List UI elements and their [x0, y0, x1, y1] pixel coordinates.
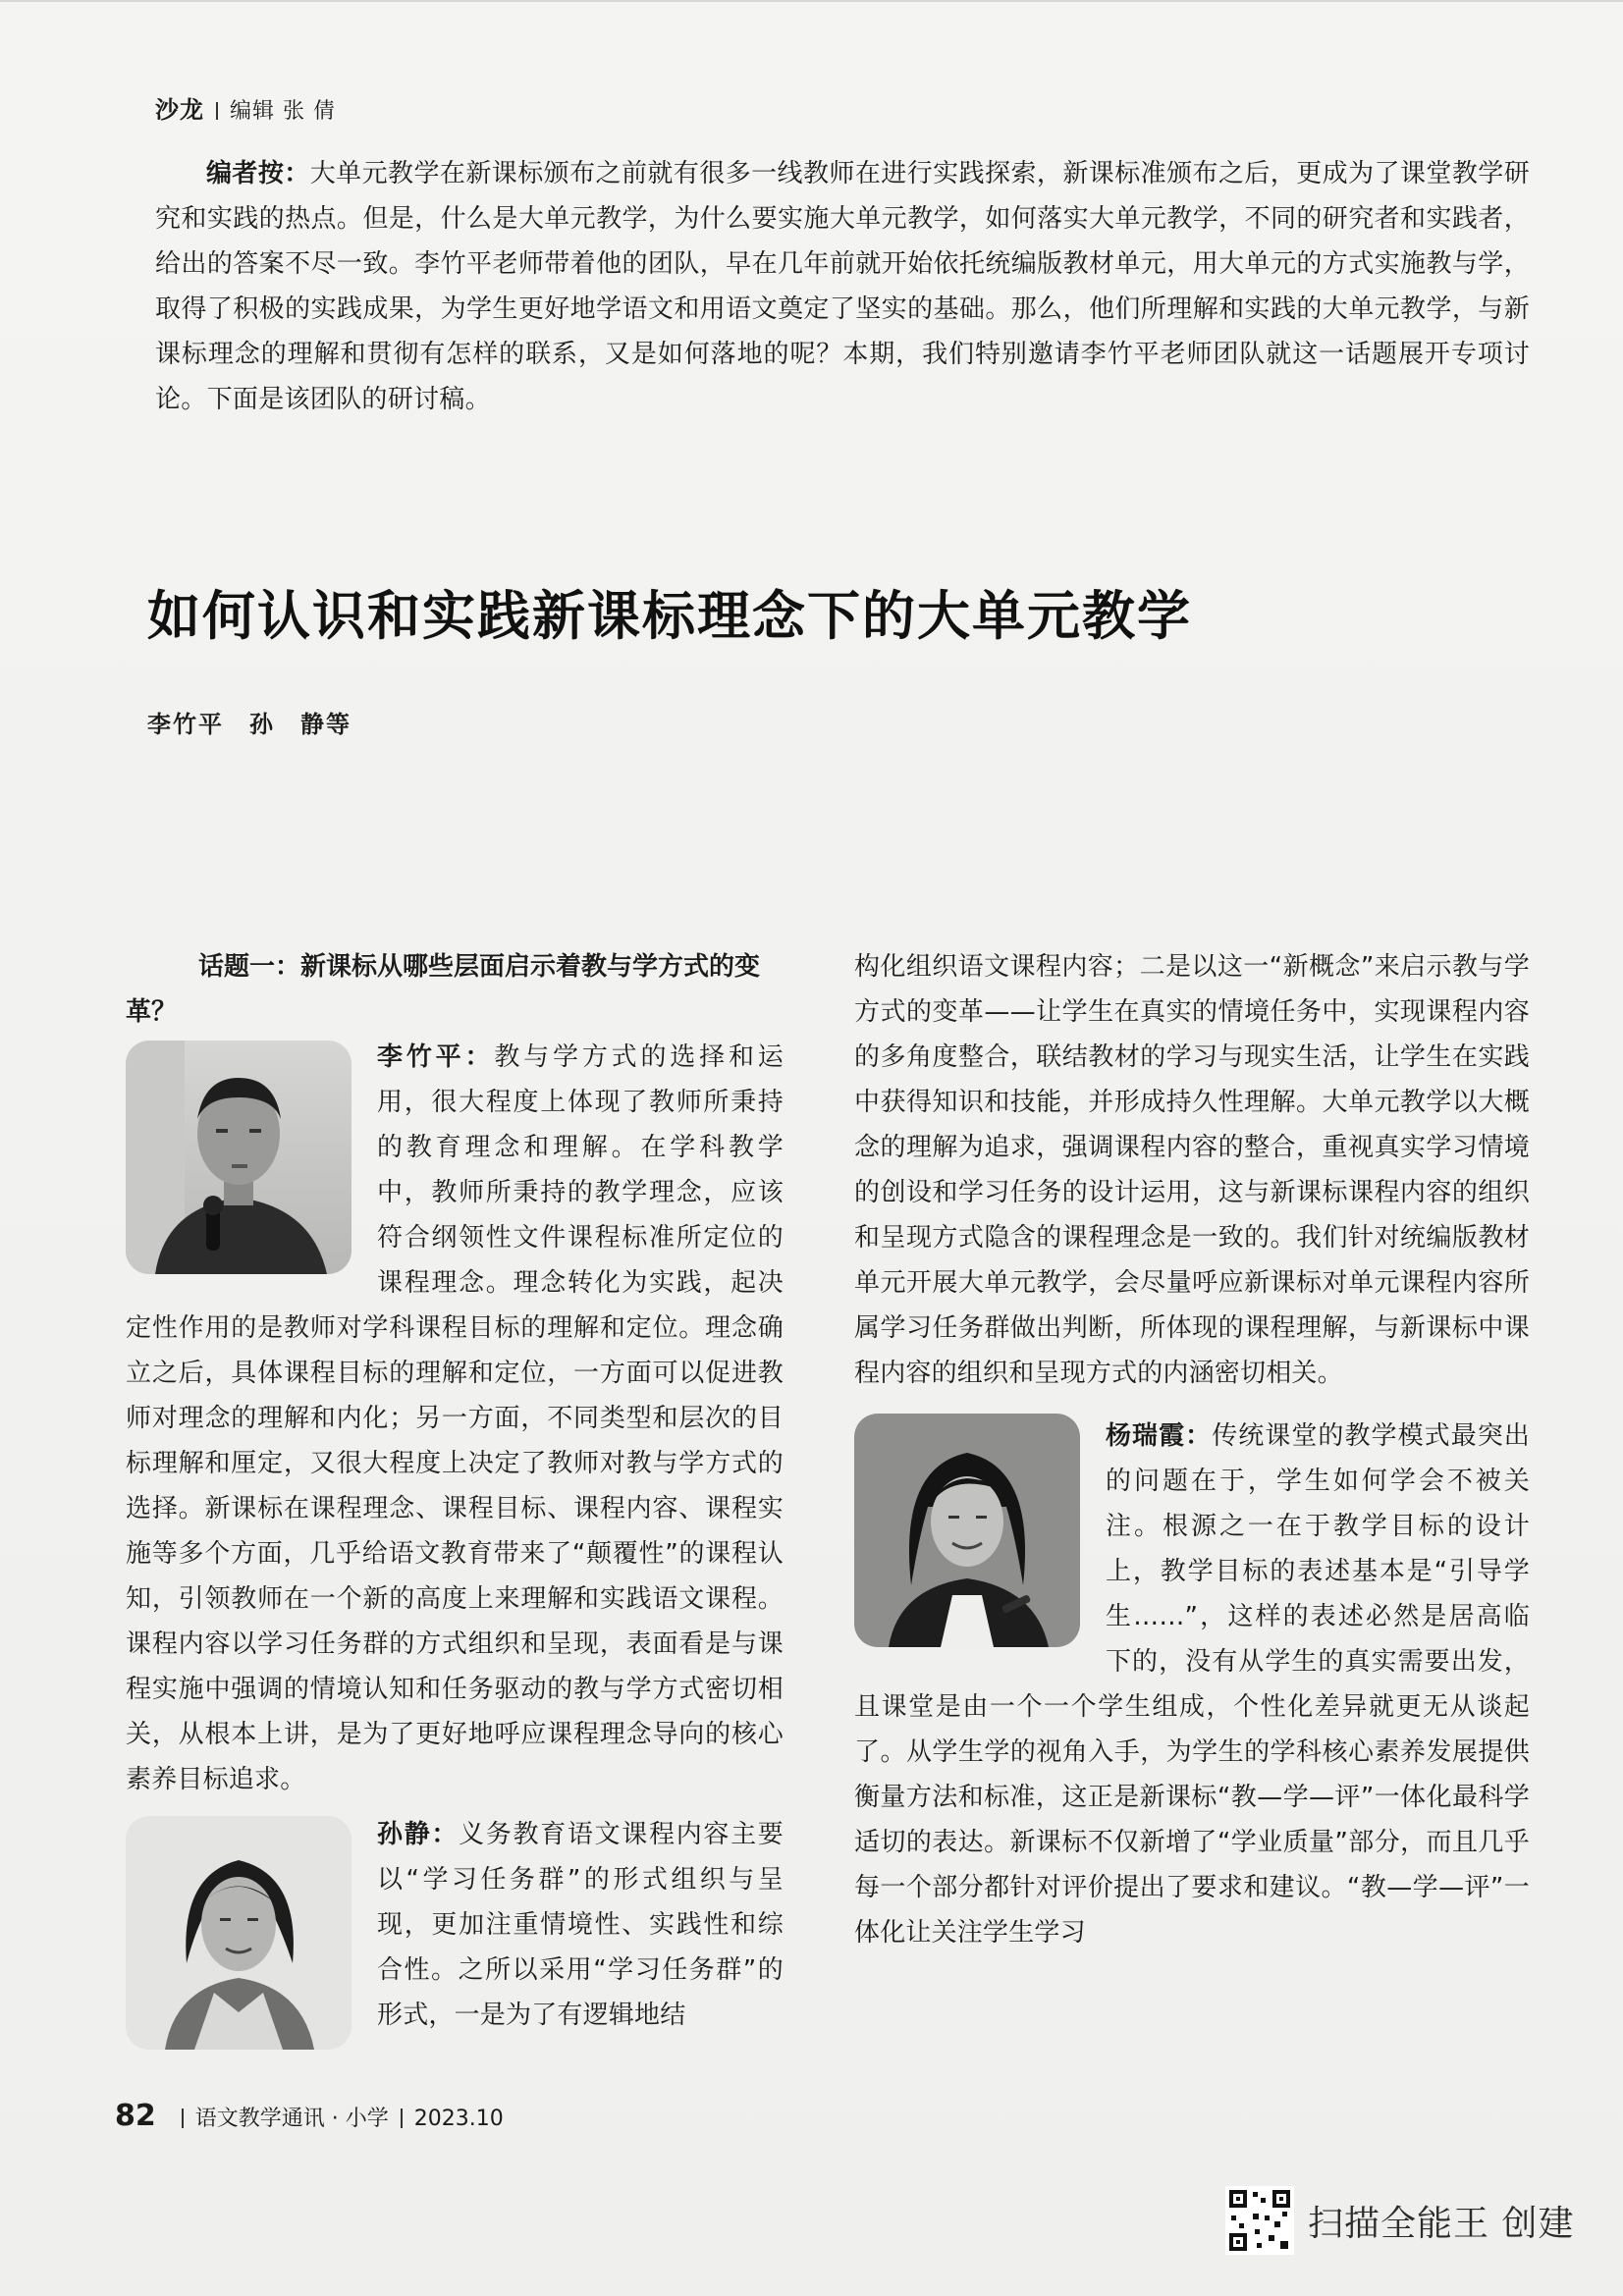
speaker-li-text: 教与学方式的选择和运用，很大程度上体现了教师所秉持的教育理念和理解。在学科教学中，教师所秉持的教学理念，应该符合纲领性文件课程标准所定位的课程理念。理念转化为实践，起决定性作用的是教师对学科课程目标的理解和定位。理念确立之后，具体课程目标的理解和定位，一方面可以促进教师对理念的理解和内化；另一方面，不同类型和层次的目标理解和厘定，又很大程度上决定了教师对教与学方式的选择。新课标在课程理念、课程目标、课程内容、课程实施等多个方面，几乎给语文教育带来了“颠覆性”的课程认知，引领教师在一个新的高度上来理解和实践语文课程。课程内容以学习任务群的方式组织和呈现，表面看是与课程实施中强调的情境认知和任务驱动的教与学方式密切相关，从根本上讲，是为了更好地呼应课程理念导向的核心素养目标追求。: [126, 1042, 784, 1794]
editor-note: [155, 151, 1530, 422]
right-column: [854, 944, 1530, 2024]
page-footer: [115, 2099, 504, 2138]
footer-divider-2: [401, 2109, 403, 2128]
speaker-sun-continued: 构化组织语文课程内容；二是以这一“新概念”来启示教与学方式的变革——让学生在真实的情境任务中，实现课程内容的多角度整合，联结教材的学习与现实生活，让学生在实践中获得知识和技能，并形成持久性理解。大单元教学以大概念的理解为追求，强调课程内容的整合，重视真实学习情境的创设和学习任务的设计运用，这与新课标课程内容的组织和呈现方式隐含的课程理念是一致的。我们针对统编版教材单元开展大单元教学，会尽量呼应新课标对单元课程内容所属学习任务群做出判断，所体现的课程理解，与新课标中课程内容的组织和呈现方式的内涵密切相关。: [854, 952, 1530, 1388]
top-edge: [0, 0, 1623, 2]
footer-divider-1: [182, 2109, 184, 2128]
photo-yang-ruixia: [854, 1414, 1080, 1647]
speaker-yang-text: 传统课堂的教学模式最突出的问题在于，学生如何学会不被关注。根源之一在于教学目标的设计上，教学目标的表述基本是“引导学生……”，这样的表述必然是居高临下的，没有从学生的真实需要出发，且课堂是由一个一个学生组成，个性化差异就更无从谈起了。从学生学的视角入手，为学生的学科核心素养发展提供衡量方法和标准，这正是新课标“教—学—评”一体化最科学适切的表达。新课标不仅新增了“学业质量”部分，而且几乎每一个部分都针对评价提出了要求和建议。“教—学—评”一体化让关注学生学习: [854, 1421, 1530, 1948]
header-divider: [216, 102, 218, 120]
topic-heading: 话题一：新课标从哪些层面启示着教与学方式的变革？: [126, 952, 761, 1027]
column-name: 沙龙: [155, 96, 204, 124]
editor-note-label: 编者按：: [206, 159, 310, 188]
article-title: 如何认识和实践新课标理念下的大单元教学: [147, 584, 1192, 647]
page-header: [155, 90, 336, 124]
photo-li-zhuping: [126, 1041, 352, 1274]
page-number: 82: [115, 2099, 156, 2133]
qr-code-icon: [1225, 2186, 1294, 2255]
portrait-man-icon: [126, 1041, 352, 1274]
editor-credit: 编辑 张 倩: [230, 99, 336, 124]
portrait-woman-icon: [126, 1816, 352, 2050]
journal-name: 语文教学通讯 · 小学: [194, 2107, 389, 2131]
speaker-yang-name: 杨瑞霞：: [1106, 1421, 1213, 1451]
speaker-sun-name: 孙静：: [377, 1820, 460, 1849]
editor-note-text: 大单元教学在新课标颁布之前就有很多一线教师在进行实践探索，新课标准颁布之后，更成为了课堂教学研究和实践的热点。但是，什么是大单元教学，为什么要实施大单元教学，如何落实大单元教学，不同的研究者和实践者，给出的答案不尽一致。李竹平老师带着他的团队，早在几年前就开始依托统编版教材单元，用大单元的方式实施教与学，取得了积极的实践成果，为学生更好地学语文和用语文奠定了坚实的基础。那么，他们所理解和实践的大单元教学，与新课标理念的理解和贯彻有怎样的联系，又是如何落地的呢？本期，我们特别邀请李竹平老师团队就这一话题展开专项讨论。下面是该团队的研讨稿。: [155, 159, 1531, 414]
left-column: [126, 944, 784, 2030]
photo-sun-jing: [126, 1816, 352, 2050]
issue-number: 2023.10: [413, 2107, 504, 2131]
scanner-watermark: [1225, 2181, 1574, 2260]
speaker-li-name: 李竹平：: [377, 1042, 495, 1072]
watermark-text: 扫描全能王 创建: [1308, 2203, 1575, 2244]
speaker-sun-text: 义务教育语文课程内容主要以“学习任务群”的形式组织与呈现，更加注重情境性、实践性和综合性。之所以采用“学习任务群”的形式，一是为了有逻辑地结: [377, 1820, 784, 2030]
portrait-woman-2-icon: [854, 1414, 1080, 1647]
article-authors: 李竹平 孙 静等: [147, 711, 352, 738]
